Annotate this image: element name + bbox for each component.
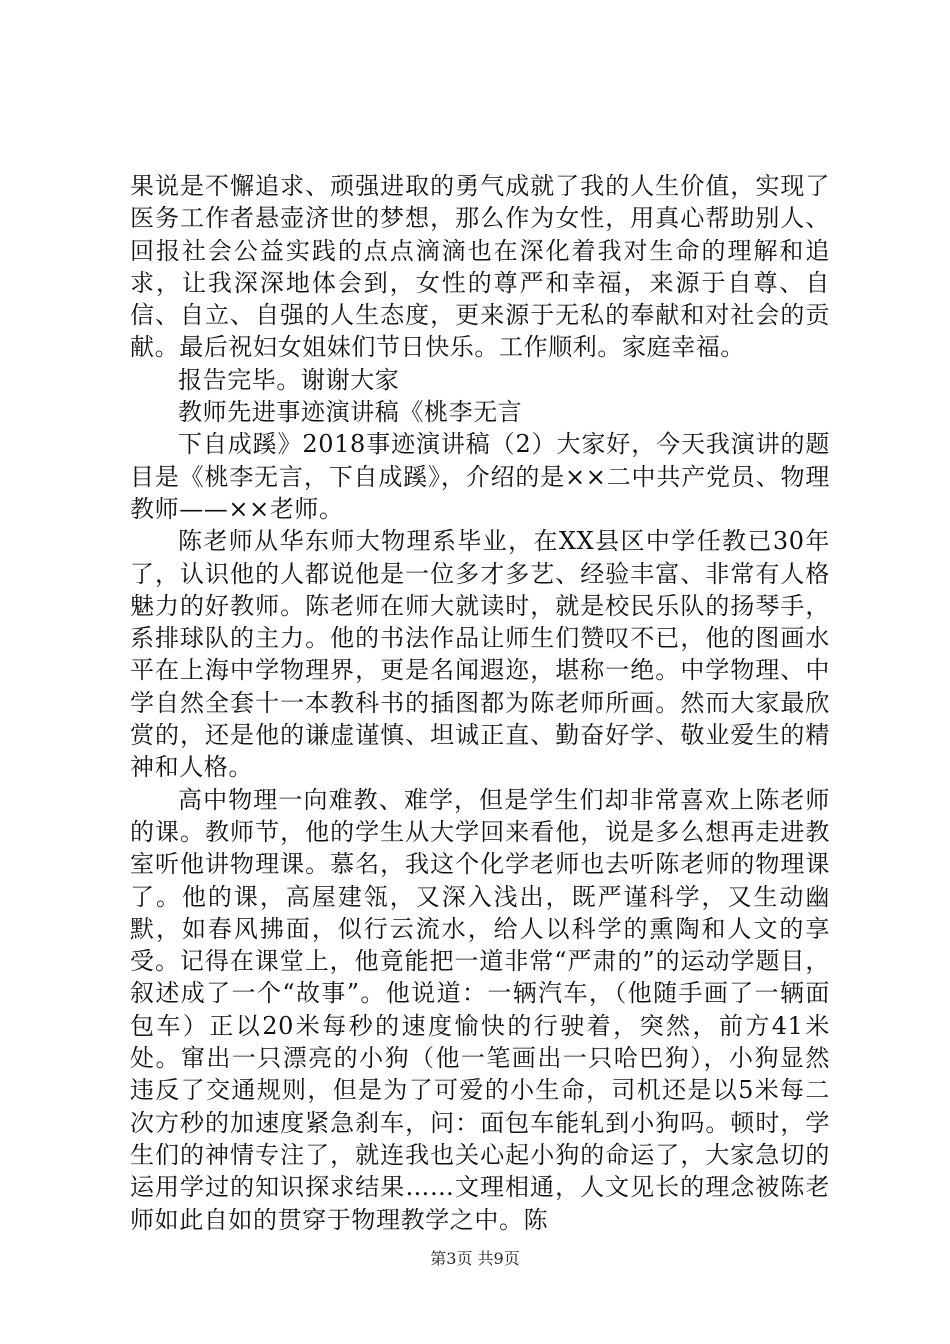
paragraph-5: 陈老师从华东师大物理系毕业，在XX县区中学任教已30年了，认识他的人都说他是一位多才多艺、经验丰富、非常有人格魅力的好教师。陈老师在师大就读时，就是校民乐队的扬琴手，系排球队的主力。他的书法作品让师生们赞叹不已，他的图画水平在上海中学物理界，更是名闻遐迩，堪称一绝。中学物理、中学自然全套十一本教科书的插图都为陈老师所画。然而大家最欣赏的，还是他的谦虚谨慎、坦诚正直、勤奋好学、敬业爱生的精神和人格。 <box>130 527 830 782</box>
paragraph-1: 果说是不懈追求、顽强进取的勇气成就了我的人生价值，实现了医务工作者悬壶济世的梦想，那么作为女性，用真心帮助别人、回报社会公益实践的点点滴滴也在深化着我对生命的理解和追求，让我深深地体会到，女性的尊严和幸福，来源于自尊、自信、自立、自强的人生态度，更来源于无私的奉献和对社会的贡献。最后祝妇女姐妹们节日快乐。工作顺利。家庭幸福。 <box>130 172 830 362</box>
paragraph-2: 报告完毕。谢谢大家 <box>178 365 400 394</box>
paragraph-3: 教师先进事迹演讲稿《桃李无言 <box>178 398 523 427</box>
paragraph-4: 下自成蹊》2018事迹演讲稿（2）大家好，今天我演讲的题目是《桃李无言，下自成蹊》，介绍的是××二中共产党员、物理教师——××老师。 <box>130 430 830 523</box>
document-body <box>130 170 830 1236</box>
paragraph-6: 高中物理一向难教、难学，但是学生们却非常喜欢上陈老师的课。教师节，他的学生从大学回来看他，说是多么想再走进教室听他讲物理课。慕名，我这个化学老师也去听陈老师的物理课了。他的课，高屋建瓴，又深入浅出，既严谨科学，又生动幽默，如春风拂面，似行云流水，给人以科学的熏陶和人文的享受。记得在课堂上，他竟能把一道非常“严肃的”的运动学题目，叙述成了一个“故事”。他说道：一辆汽车，（他随手画了一辆面包车）正以20米每秒的速度愉快的行驶着，突然，前方41米处。窜出一只漂亮的小狗（他一笔画出一只哈巴狗），小狗显然违反了交通规则，但是为了可爱的小生命，司机还是以5米每二次方秒的加速度紧急刹车，问：面包车能轧到小狗吗。顿时，学生们的神情专注了，就连我也关心起小狗的命运了，大家急切的运用学过的知识探求结果……文理相通，人文见长的理念被陈老师如此自如的贯穿于物理教学之中。陈 <box>130 785 830 1234</box>
page-footer: 第3页 共9页 <box>430 1249 520 1268</box>
